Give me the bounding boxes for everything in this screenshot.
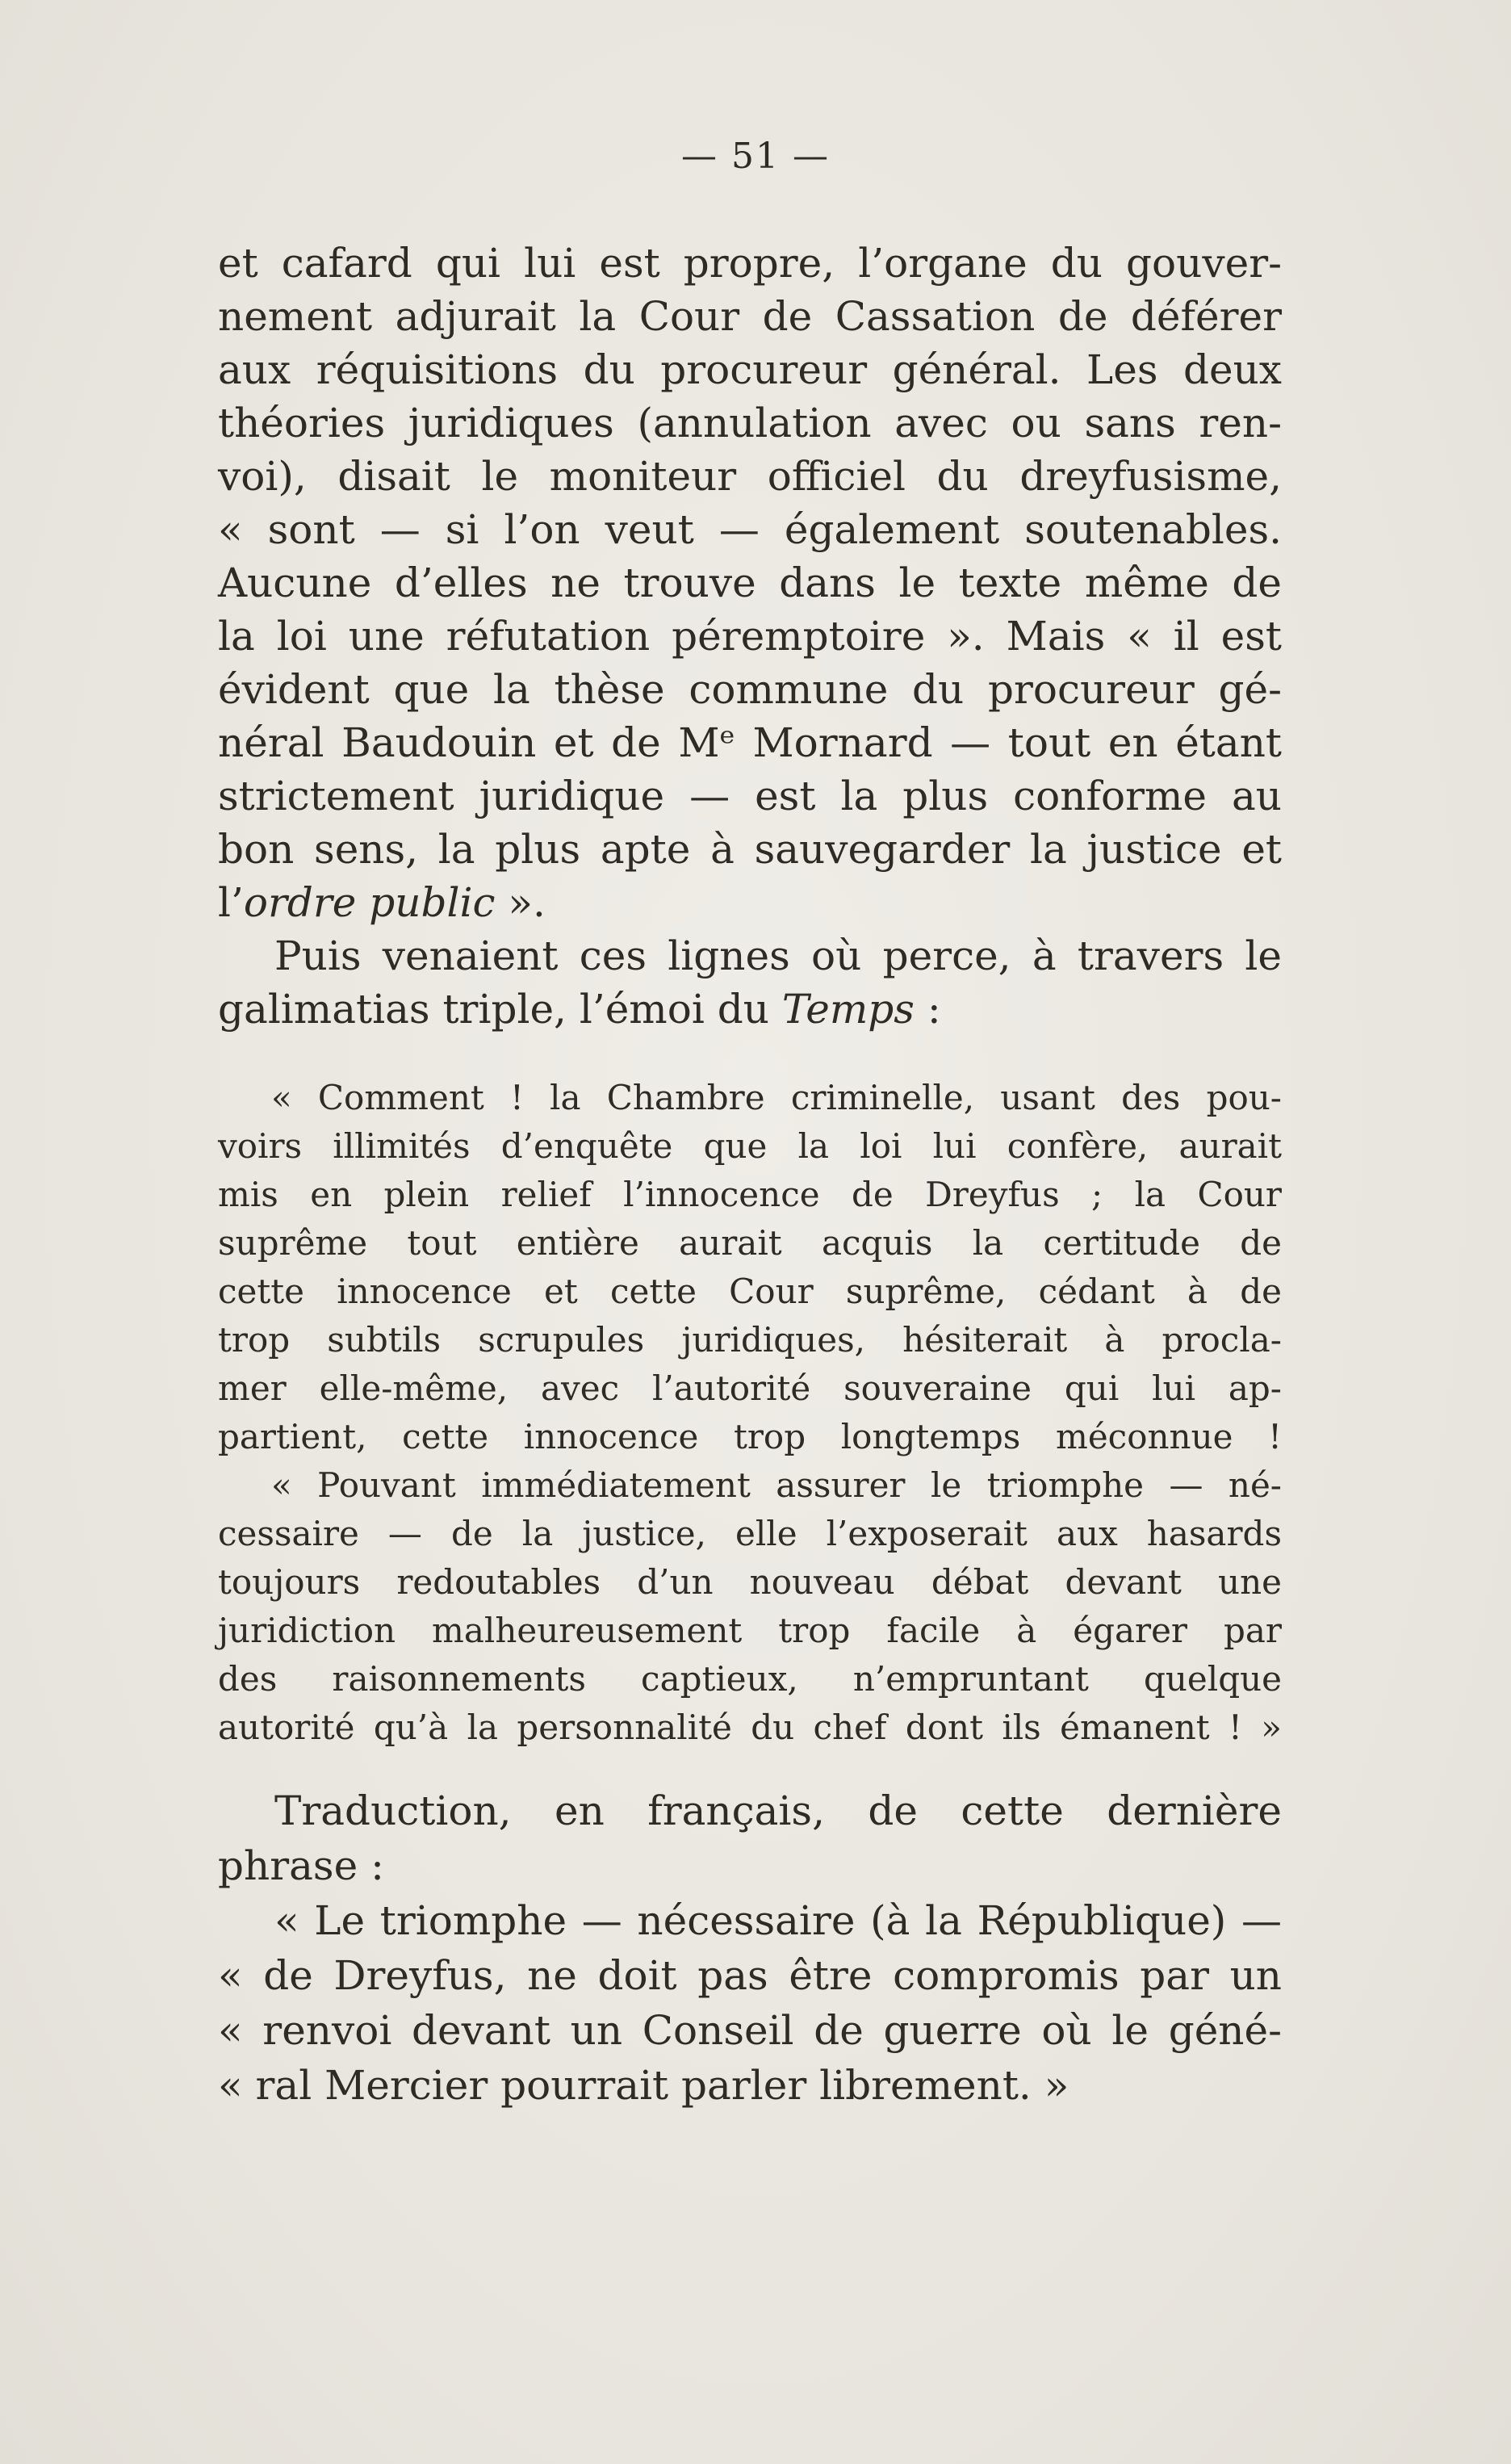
text-line: théories juridiques (annulation avec ou sans ren-: [218, 400, 1282, 446]
translation-quote: [218, 1893, 1282, 2113]
quote-line: « Pouvant immédiatement assurer le triomphe — né-: [271, 1465, 1282, 1505]
page-number: — 51 —: [681, 136, 830, 177]
text-line: néral Baudouin et de Mᵉ Mornard — tout en étant: [218, 719, 1282, 766]
quote-line: cessaire — de la justice, elle l’exposerait aux hasards: [218, 1514, 1282, 1553]
quote-line: mer elle-même, avec l’autorité souveraine qui lui ap-: [218, 1368, 1282, 1408]
text-line: « sont — si l’on veut — également soutenables.: [218, 506, 1282, 553]
quote-line: cette innocence et cette Cour suprême, cédant à de: [218, 1272, 1282, 1311]
text-line-last: phrase :: [218, 1842, 384, 1889]
quote-line: des raisonnements captieux, n’empruntant quelque: [218, 1659, 1282, 1699]
quote-line: voirs illimités d’enquête que la loi lui confère, aurait: [218, 1126, 1282, 1166]
translated-line-last: « ral Mercier pourrait parler librement. »: [218, 2062, 1069, 2109]
text-fragment: :: [914, 986, 941, 1033]
text-line-last: [218, 876, 1282, 929]
quote-line: suprême tout entière aurait acquis la certitude de: [218, 1223, 1282, 1263]
translation-paragraph: [218, 1783, 1282, 1893]
text-line: Puis venaient ces lignes où perce, à travers le: [274, 932, 1282, 979]
translated-line: « Le triomphe — nécessaire (à la République) —: [274, 1897, 1282, 1944]
quote-line: juridiction malheureusement trop facile à égarer par: [218, 1611, 1282, 1650]
text-line: voi), disait le moniteur officiel du dreyfusisme,: [218, 453, 1282, 500]
quote-line: toujours redoutables d’un nouveau débat devant une: [218, 1562, 1282, 1602]
text-line: et cafard qui lui est propre, l’organe du gouver-: [218, 240, 1282, 287]
quote-line: partient, cette innocence trop longtemps méconnue !: [218, 1417, 1282, 1456]
quote-paragraph-1: [218, 1074, 1282, 1461]
text-fragment: ».: [495, 879, 546, 926]
translated-line: « de Dreyfus, ne doit pas être compromis par un: [218, 1952, 1282, 1999]
text-line: strictement juridique — est la plus conforme au: [218, 773, 1282, 819]
text-fragment: l’: [218, 879, 244, 926]
text-line: la loi une réfutation péremptoire ». Mais « il est: [218, 613, 1282, 660]
quote-line: autorité qu’à la personnalité du chef dont ils émanent ! »: [218, 1708, 1282, 1747]
translated-line: « renvoi devant un Conseil de guerre où le géné-: [218, 2007, 1282, 2054]
quote-line: trop subtils scrupules juridiques, hésiterait à procla-: [218, 1320, 1282, 1360]
main-paragraph: [218, 237, 1282, 929]
quote-line: mis en plein relief l’innocence de Dreyfus ; la Cour: [218, 1175, 1282, 1214]
text-line: Aucune d’elles ne trouve dans le texte même de: [218, 559, 1282, 606]
text-line: Traduction, en français, de cette dernière: [274, 1787, 1282, 1834]
italic-phrase: ordre public: [243, 879, 496, 926]
text-fragment: galimatias triple, l’émoi du: [218, 986, 782, 1033]
text-line: nement adjurait la Cour de Cassation de déférer: [218, 293, 1282, 340]
text-line-last: [218, 983, 1282, 1036]
puis-paragraph: [218, 929, 1282, 1036]
text-line: évident que la thèse commune du procureur gé-: [218, 666, 1282, 713]
italic-title: Temps: [781, 986, 915, 1033]
text-line: bon sens, la plus apte à sauvegarder la justice et: [218, 826, 1282, 873]
quote-paragraph-2: [218, 1461, 1282, 1752]
quote-line: « Comment ! la Chambre criminelle, usant des pou-: [271, 1078, 1282, 1117]
text-line: aux réquisitions du procureur général. Les deux: [218, 346, 1282, 393]
